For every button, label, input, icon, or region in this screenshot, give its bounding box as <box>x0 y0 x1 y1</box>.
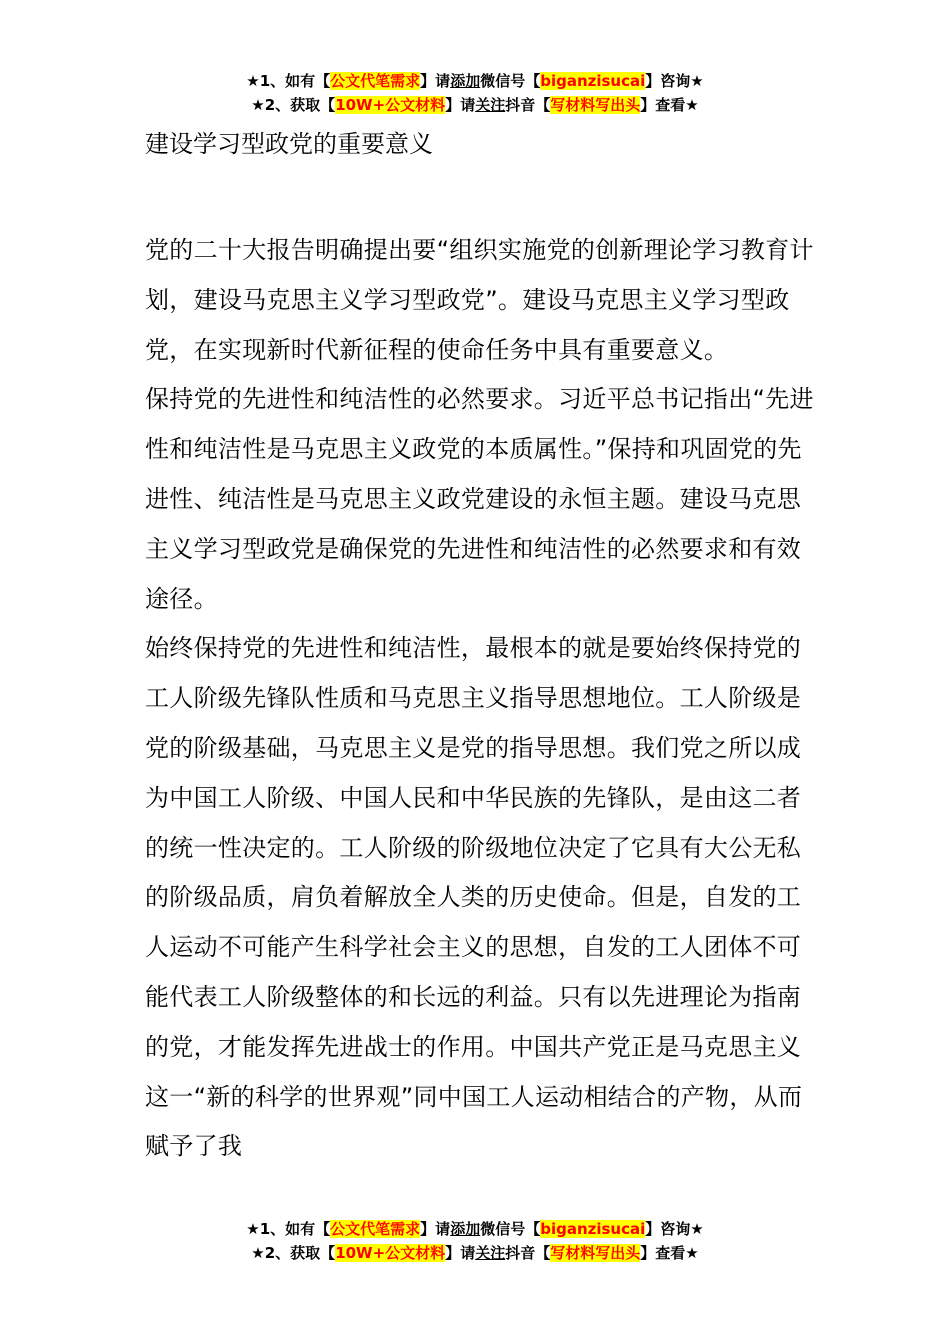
banner-text: 】请 <box>420 72 451 90</box>
banner-text: 】咨询★ <box>645 72 704 90</box>
banner-highlight: biganzisucai <box>540 72 646 90</box>
banner-text: 】请 <box>420 1220 451 1238</box>
banner-text: 】咨询★ <box>645 1220 704 1238</box>
banner-highlight: 10W+公文材料 <box>335 96 446 114</box>
banner-text: ★2、获取【 <box>251 96 336 114</box>
document-body <box>145 226 815 1172</box>
banner-highlight: 写材料写出头 <box>550 1244 641 1262</box>
banner-highlight: 10W+公文材料 <box>335 1244 446 1262</box>
banner-text: ★1、如有【 <box>246 72 331 90</box>
banner-line-2 <box>0 93 950 117</box>
banner-text: 】查看★ <box>640 96 699 114</box>
banner-emphasis: 添加 <box>450 1220 481 1238</box>
document-title: 建设学习型政党的重要意义 <box>145 130 433 158</box>
banner-highlight: 公文代笔需求 <box>330 72 421 90</box>
banner-line-2 <box>0 1241 950 1265</box>
banner-text: 微信号【 <box>480 1220 541 1238</box>
banner-text: 】请 <box>445 96 476 114</box>
header-banner <box>0 69 950 117</box>
paragraph: 党的二十大报告明确提出要“组织实施党的创新理论学习教育计划，建设马克思主义学习型政党”。建设马克思主义学习型政党，在实现新时代新征程的使命任务中具有重要意义。 <box>145 236 814 364</box>
banner-emphasis: 关注 <box>475 1244 506 1262</box>
paragraph: 始终保持党的先进性和纯洁性，最根本的就是要始终保持党的工人阶级先锋队性质和马克思主义指导思想地位。工人阶级是党的阶级基础，马克思主义是党的指导思想。我们党之所以成为中国工人阶级、中国人民和中华民族的先锋队，是由这二者的统一性决定的。工人阶级的阶级地位决定了它具有大公无私的阶级品质，肩负着解放全人类的历史使命。但是，自发的工人运动不可能产生科学社会主义的思想，自发的工人团体不可能代表工人阶级整体的和长远的利益。只有以先进理论为指南的党，才能发挥先进战士的作用。中国共产党正是马克思主义这一“新的科学的世界观”同中国工人运动相结合的产物，从而赋予了我 <box>145 634 803 1161</box>
banner-text: 】请 <box>445 1244 476 1262</box>
footer-banner <box>0 1217 950 1265</box>
banner-emphasis: 添加 <box>450 72 481 90</box>
banner-text: ★2、获取【 <box>251 1244 336 1262</box>
banner-text: 抖音【 <box>505 96 551 114</box>
banner-line-1 <box>0 1217 950 1241</box>
banner-text: 】查看★ <box>640 1244 699 1262</box>
banner-text: ★1、如有【 <box>246 1220 331 1238</box>
paragraph: 保持党的先进性和纯洁性的必然要求。习近平总书记指出“先进性和纯洁性是马克思主义政党的本质属性。”保持和巩固党的先进性、纯洁性是马克思主义政党建设的永恒主题。建设马克思主义学习型政党是确保党的先进性和纯洁性的必然要求和有效途径。 <box>145 385 814 613</box>
banner-text: 抖音【 <box>505 1244 551 1262</box>
banner-highlight: 公文代笔需求 <box>330 1220 421 1238</box>
banner-line-1 <box>0 69 950 93</box>
banner-highlight: 写材料写出头 <box>550 96 641 114</box>
banner-emphasis: 关注 <box>475 96 506 114</box>
banner-text: 微信号【 <box>480 72 541 90</box>
banner-highlight: biganzisucai <box>540 1220 646 1238</box>
